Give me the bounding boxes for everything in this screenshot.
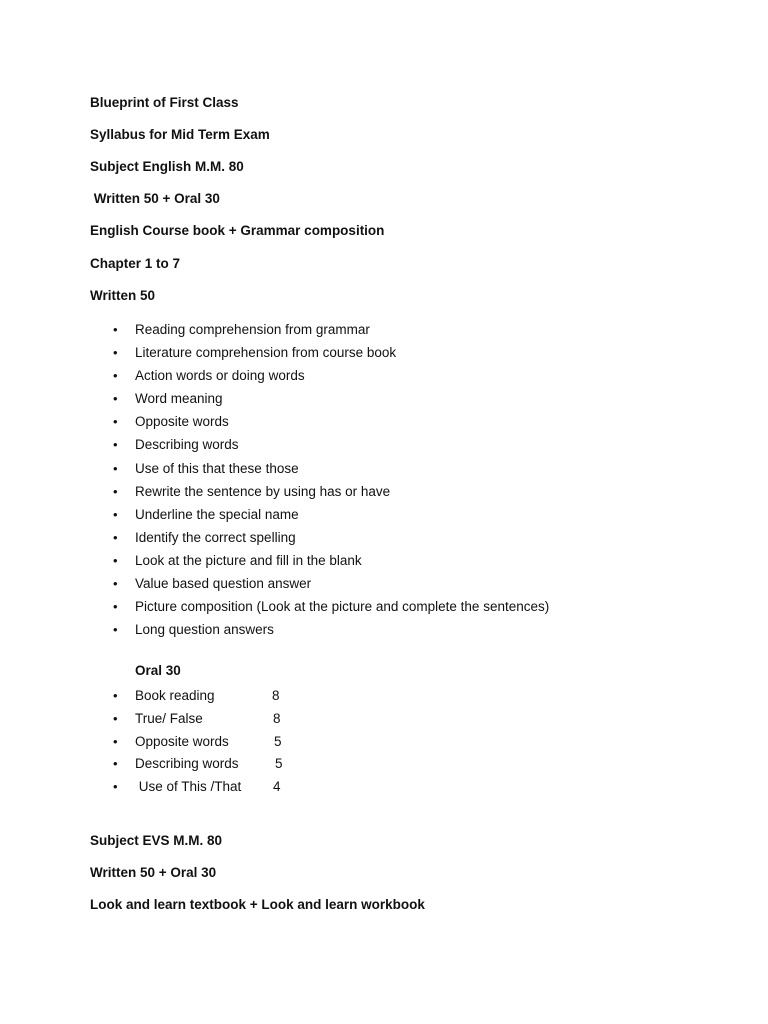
bullet-icon: •	[113, 506, 118, 522]
bullet-icon: •	[113, 622, 118, 638]
bullet-icon: •	[113, 576, 118, 592]
bullet-icon: •	[113, 322, 118, 337]
evs-written-oral-heading: Written 50 + Oral 30	[90, 865, 217, 880]
bullet-icon: •	[113, 710, 118, 726]
bullet-icon: •	[113, 552, 118, 568]
oral-marks: 4	[273, 779, 281, 795]
subject-english-heading: Subject English M.M. 80	[90, 159, 244, 174]
bullet-icon: •	[113, 437, 118, 453]
chapters-heading: Chapter 1 to 7	[90, 256, 181, 271]
bullet-icon: •	[113, 414, 118, 430]
course-books-heading: English Course book + Grammar composition	[90, 223, 385, 238]
bullet-icon: •	[113, 391, 118, 407]
bullet-icon: •	[113, 483, 118, 499]
oral-marks: 8	[272, 688, 280, 703]
bullet-icon: •	[113, 688, 118, 703]
written-50-heading: Written 50	[90, 288, 156, 303]
bullet-icon: •	[113, 345, 118, 361]
document-page: Blueprint of First Class Syllabus for Mid Term Exam Subject English M.M. 80 Written 50 + Oral 30 English Course book + Grammar composition Chapter 1 to 7 Written 50 • Reading comprehension from grammar • Literature comprehension from course book • Action words or doing words • Word meaning • Opposite words • Describing words • Use of this that these those • Rewrite the sentence by using has or have • Underline the special name • Identify the correct spelling • Look at the picture and fill in the blank • Value based question answer • Picture composition (Look at the picture and complete the sentences) • Long question answers Oral 30 • Book reading 8 • True/ False 8 • Opposite words 5 • Describing words 5 • Use of This /That 4 Subject EVS M.M. 80 Written 50 + Oral 30 Look and learn textbook + Look and learn workbook	[90, 95, 550, 912]
bullet-icon: •	[113, 733, 118, 749]
title-blueprint: Blueprint of First Class	[90, 95, 239, 110]
bullet-icon: •	[113, 368, 118, 384]
oral-marks: 8	[273, 710, 281, 726]
title-syllabus: Syllabus for Mid Term Exam	[90, 127, 270, 142]
subject-evs-heading: Subject EVS M.M. 80	[90, 833, 223, 848]
bullet-icon: •	[113, 599, 118, 615]
bullet-icon: •	[113, 756, 118, 772]
bullet-icon: •	[113, 529, 118, 545]
written-oral-heading: Written 50 + Oral 30	[90, 191, 220, 206]
evs-books-heading: Look and learn textbook + Look and learn workbook	[90, 897, 425, 912]
oral-marks: 5	[274, 733, 282, 749]
oral-heading: Oral 30	[135, 663, 181, 678]
bullet-icon: •	[113, 779, 118, 795]
oral-marks: 5	[275, 756, 283, 772]
bullet-icon: •	[113, 460, 118, 476]
